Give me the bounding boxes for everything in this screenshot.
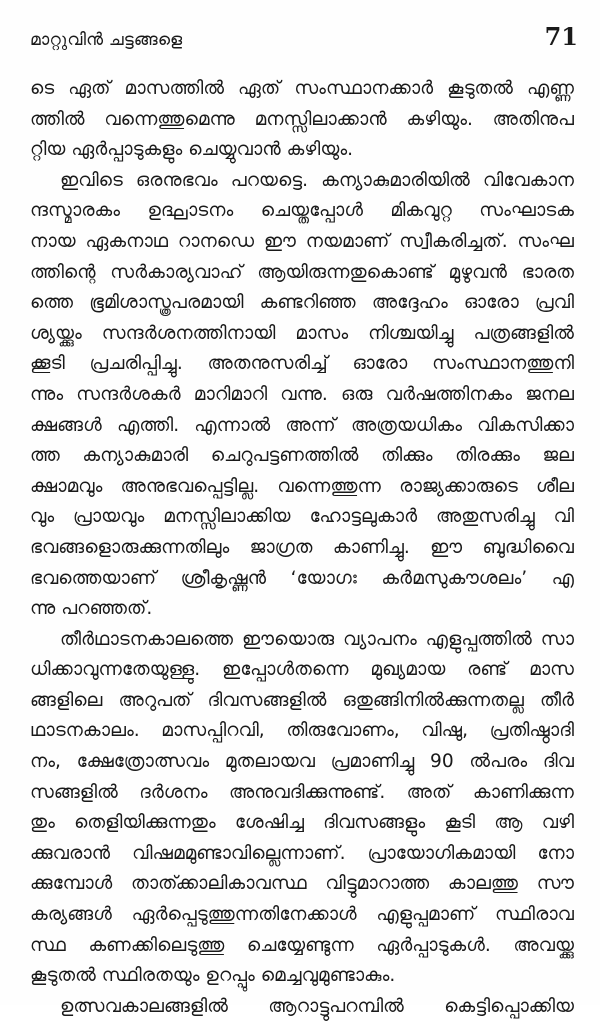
text-line: ക്കൂടി പ്രചരിപ്പിച്ചു. അതനുസരിച്ച് ഓരോ സംസ്ഥാനത്തുനി bbox=[30, 353, 574, 375]
text-line: ധിക്കാവുന്നതേയുള്ളു. ഇപ്പോൾതന്നെ മുഖ്യമായ രണ്ട് മാസ bbox=[30, 659, 574, 681]
page-number: 71 bbox=[544, 22, 578, 51]
text-line: ത്ത കന്യാകുമാരി ചെറുപട്ടണത്തിൽ തിക്കും തിരക്കും ജല bbox=[30, 445, 574, 467]
text-line: റ്റിയ ഏർപ്പാടുകളും ചെയ്യുവാൻ കഴിയും. bbox=[30, 139, 354, 161]
text-line: ശ്യയ്ക്കും സന്ദർശനത്തിനായി മാസം നിശ്ചയിച്ചു പത്രങ്ങളിൽ bbox=[30, 322, 574, 344]
text-line: ന്നു പറഞ്ഞത്. bbox=[30, 598, 153, 620]
text-line: ക്കുവരാൻ വിഷമമുണ്ടാവില്ലെന്നാണ്. പ്രായോഗികമായി നോ bbox=[30, 842, 574, 864]
text-line: സങ്ങളിൽ ദർശനം അനുവദിക്കുന്നുണ്ട്. അത് കാണിക്കുന്ന bbox=[30, 781, 574, 803]
text-line: ഭവത്തെയാണ് ശ്രീകൃഷ്ണൻ ‘യോഗഃ കർമസുകൗശലം’ എ bbox=[30, 567, 574, 589]
text-line: നം, ക്ഷേത്രോത്സവം മുതലായവ പ്രമാണിച്ചു 90 ൽപരം ദിവ bbox=[30, 751, 574, 773]
text-line: ക്ഷാമവും അനുഭവപ്പെട്ടില്ല. വന്നെത്തുന്ന രാജ്യക്കാരുടെ ശീല bbox=[30, 475, 574, 497]
running-title: മാറ്റുവിൻ ചട്ടങ്ങളെ bbox=[30, 30, 183, 50]
paragraph-start-line: ഇവിടെ ഒരനുഭവം പറയട്ടെ. കന്യാകുമാരിയിൽ വിവേകാന bbox=[60, 169, 574, 191]
text-line: ക്ഷങ്ങൾ എത്തി. എന്നാൽ അന്ന് അത്രയധികം വികസിക്കാ bbox=[30, 414, 574, 436]
text-line: ത്തിൽ വന്നെത്തുമെന്നു മനസ്സിലാക്കാൻ കഴിയും. അതിനുപ bbox=[30, 108, 574, 130]
paragraph-start-line: തീർഥാടനകാലത്തെ ഈയൊരു വ്യാപനം എളുപ്പത്തിൽ സാ bbox=[60, 628, 574, 650]
text-line: കര്യങ്ങൾ ഏർപ്പെടുത്തുന്നതിനേക്കാൾ എളുപ്പമാണ് സ്ഥിരാവ bbox=[30, 904, 574, 926]
paragraph-start-line: ഉത്സവകാലങ്ങളിൽ ആറാട്ടുപറമ്പിൽ കെട്ടിപ്പൊക്കിയ bbox=[60, 995, 574, 1017]
text-line: കൂടുതൽ സ്ഥിരതയും ഉറപ്പും മെച്ചവുമുണ്ടാകും. bbox=[30, 965, 396, 987]
text-line: ന്നും സന്ദർശകർ മാറിമാറി വന്നു. ഒരു വർഷത്തിനകം ജനല bbox=[30, 383, 574, 405]
text-line: സ്ഥ കണക്കിലെടുത്തു ചെയ്യേണ്ടുന്ന ഏർപ്പാടുകൾ. അവയ്ക്കു bbox=[30, 934, 574, 956]
text-line: ന്ദസ്മാരകം ഉദ്ഘാടനം ചെയ്തപ്പോൾ മികവുറ്റ സംഘാടക bbox=[30, 200, 574, 222]
text-line: വും പ്രായവും മനസ്സിലാക്കിയ ഹോട്ടലുകാർ അതുസരിച്ചു വി bbox=[30, 506, 574, 528]
text-line: നായ ഏകനാഥ റാനഡെ ഈ നയമാണ് സ്വീകരിച്ചത്. സംഘ bbox=[30, 230, 574, 252]
text-line: തും തെളിയിക്കുന്നതും ശേഷിച്ച ദിവസങ്ങളും കൂടി ആ വഴി bbox=[30, 812, 574, 834]
text-line: ങ്ങളിലെ അറുപത് ദിവസങ്ങളിൽ ഒതുങ്ങിനിൽക്കുന്നതല്ല തീർ bbox=[30, 689, 574, 711]
text-line: ഭവങ്ങളൊരുക്കുന്നതിലും ജാഗ്രത കാണിച്ചു. ഈ ബുദ്ധിവൈ bbox=[30, 536, 574, 558]
body-text bbox=[30, 74, 574, 1022]
text-line: ത്തെ ഭൂമിശാസ്ത്രപരമായി കണ്ടറിഞ്ഞ അദ്ദേഹം ഓരോ പ്രവി bbox=[30, 292, 574, 314]
page-header bbox=[30, 22, 578, 62]
text-line: ഥാടനകാലം. മാസപ്പിറവി, തിരുവോണം, വിഷു, പ്രതിഷ്ഠാദി bbox=[30, 720, 574, 742]
text-line: ടെ ഏത് മാസത്തിൽ ഏത് സംസ്ഥാനക്കാർ കൂടുതൽ എണ്ണ bbox=[30, 78, 574, 99]
text-line: ക്കുമ്പോൾ താത്ക്കാലികാവസ്ഥ വിട്ടുമാറാത്ത കാലത്തു സൗ bbox=[30, 873, 574, 895]
text-line: ത്തിന്റെ സർകാര്യവാഹ് ആയിരുന്നതുകൊണ്ട് മുഴുവൻ ഭാരത bbox=[30, 261, 574, 283]
